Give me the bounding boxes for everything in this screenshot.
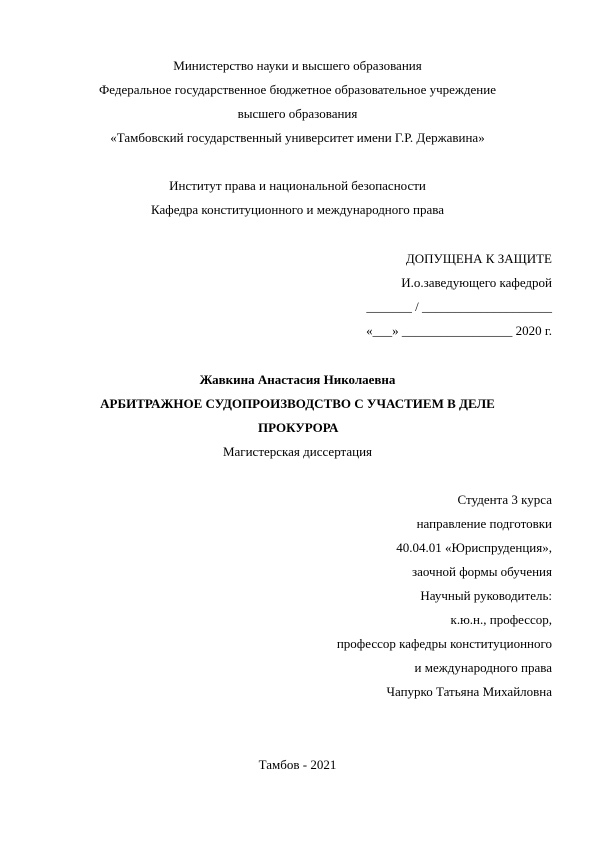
thesis-title-line2: ПРОКУРОРА bbox=[258, 420, 339, 435]
author-name: Жавкина Анастасия Николаевна bbox=[199, 372, 396, 387]
direction-label: направление подготовки bbox=[416, 516, 552, 531]
approval-role: И.о.заведующего кафедрой bbox=[401, 275, 552, 290]
approval-signature-line: _______ / ____________________ bbox=[366, 299, 552, 314]
university-name: «Тамбовский государственный университет имени Г.Р. Державина» bbox=[110, 130, 485, 145]
supervisor-position-2: и международного права bbox=[414, 660, 552, 675]
student-course: Студента 3 курса bbox=[457, 492, 552, 507]
ministry-line: Министерство науки и высшего образования bbox=[173, 58, 422, 73]
supervisor-label: Научный руководитель: bbox=[420, 588, 552, 603]
study-form: заочной формы обучения bbox=[411, 564, 552, 579]
thesis-type: Магистерская диссертация bbox=[222, 444, 373, 459]
direction-code: 40.04.01 «Юриспруденция», bbox=[396, 540, 552, 555]
institution-type-line: Федеральное государственное бюджетное образовательное учреждение bbox=[99, 82, 496, 97]
thesis-title-line1: АРБИТРАЖНОЕ СУДОПРОИЗВОДСТВО С УЧАСТИЕМ В ДЕЛЕ bbox=[100, 396, 495, 411]
education-level-line: высшего образования bbox=[237, 106, 358, 121]
chair-name: Кафедра конституционного и международного права bbox=[151, 202, 444, 217]
supervisor-name: Чапурко Татьяна Михайловна bbox=[386, 684, 552, 699]
approval-date-line: «___» _________________ 2020 г. bbox=[366, 323, 552, 338]
institute-name: Институт права и национальной безопасности bbox=[169, 178, 426, 193]
city-year: Тамбов - 2021 bbox=[258, 757, 337, 772]
supervisor-degree: к.ю.н., профессор, bbox=[450, 612, 552, 627]
supervisor-position-1: профессор кафедры конституционного bbox=[336, 636, 552, 651]
approval-heading: ДОПУЩЕНА К ЗАЩИТЕ bbox=[405, 251, 552, 266]
